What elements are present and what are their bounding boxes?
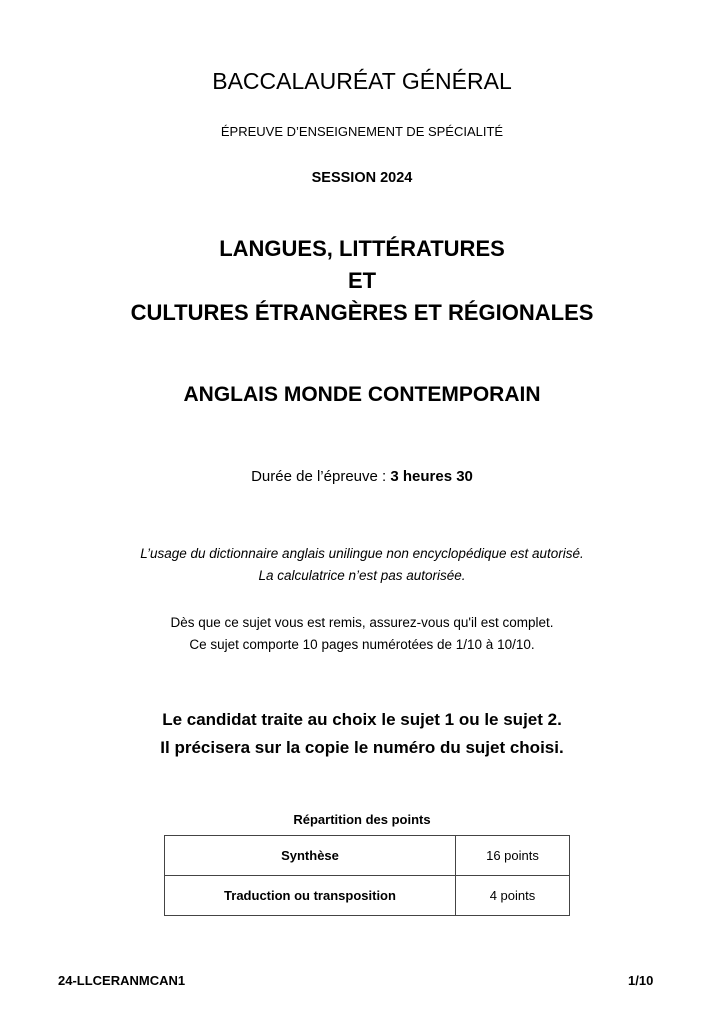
- points-cell: 4 points: [456, 876, 570, 916]
- language-title: ANGLAIS MONDE CONTEMPORAIN: [183, 383, 541, 406]
- subject-code: 24-LLCERANMCAN1: [58, 973, 186, 988]
- choice-line-2: Il précisera sur la copie le numéro du sujet choisi.: [160, 738, 564, 757]
- session-year: SESSION 2024: [311, 170, 413, 186]
- epreuve-type: ÉPREUVE D’ENSEIGNEMENT DE SPÉCIALITÉ: [220, 124, 504, 139]
- duration-label: Durée de l’épreuve :: [251, 468, 391, 485]
- usage-instructions: [0, 543, 724, 587]
- choice-instructions: [0, 706, 724, 762]
- criterion-cell: Traduction ou transposition: [165, 876, 456, 916]
- duration: [0, 468, 724, 485]
- page-number: 1/10: [628, 973, 654, 988]
- criterion-cell: Synthèse: [165, 836, 456, 876]
- table-row: [165, 836, 570, 876]
- complete-note: Dès que ce sujet vous est remis, assurez-vous qu'il est complet.: [170, 615, 554, 630]
- subject-line-1: LANGUES, LITTÉRATURES: [219, 236, 505, 261]
- completeness-instructions: [0, 612, 724, 656]
- points-table-title: Répartition des points: [293, 812, 431, 827]
- duration-value: 3 heures 30: [390, 468, 473, 485]
- points-cell: 16 points: [456, 836, 570, 876]
- points-table: [164, 835, 570, 916]
- choice-line-1: Le candidat traite au choix le sujet 1 ou le sujet 2.: [162, 710, 562, 729]
- subject-line-2: ET: [347, 268, 377, 293]
- exam-title: BACCALAURÉAT GÉNÉRAL: [212, 68, 512, 94]
- pages-note: Ce sujet comporte 10 pages numérotées de 1/10 à 10/10.: [189, 637, 535, 652]
- table-row: [165, 876, 570, 916]
- calculator-note: La calculatrice n’est pas autorisée.: [258, 568, 466, 583]
- dictionary-note: L’usage du dictionnaire anglais unilingue non encyclopédique est autorisé.: [140, 546, 584, 561]
- subject-line-3: CULTURES ÉTRANGÈRES ET RÉGIONALES: [130, 300, 594, 325]
- subject-title: [0, 233, 724, 329]
